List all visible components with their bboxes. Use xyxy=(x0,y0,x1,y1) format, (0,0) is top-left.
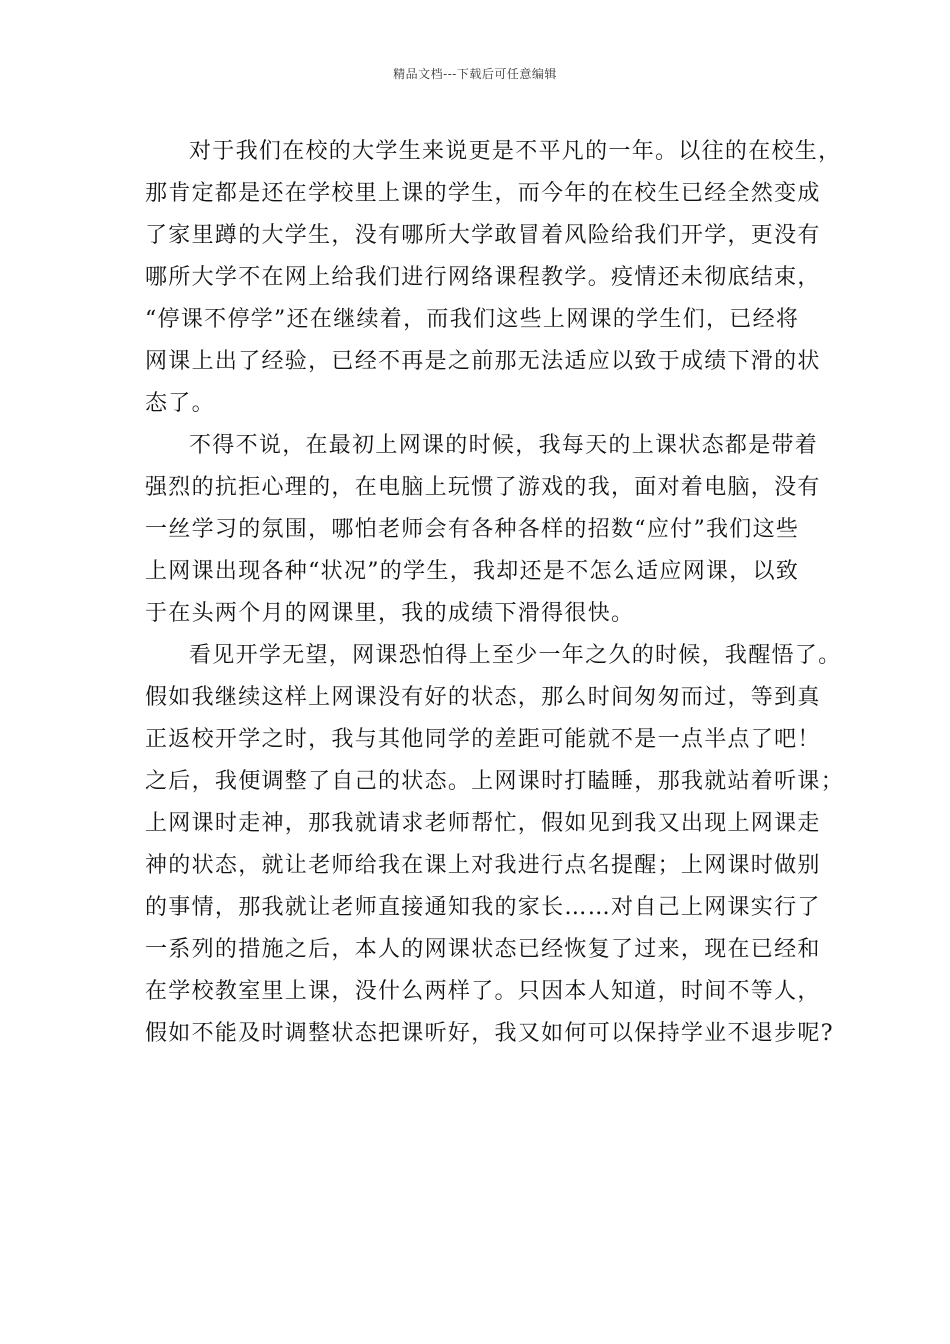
paragraph-line: 态了。 xyxy=(145,391,215,416)
paragraph-line: 之后，我便调整了自己的状态。上网课时打瞌睡，那我就站着听课； xyxy=(145,769,845,794)
paragraph-3 xyxy=(145,635,845,1055)
document-body xyxy=(145,131,845,1055)
paragraph-line: 上网课时走神，那我就请求老师帮忙，假如见到我又出现上网课走 xyxy=(145,811,821,836)
paragraph-1 xyxy=(145,131,842,425)
paragraph-line: 神的状态，就让老师给我在课上对我进行点名提醒；上网课时做别 xyxy=(145,853,821,878)
paragraph-line: 了家里蹲的大学生，没有哪所大学敢冒着风险给我们开学，更没有 xyxy=(145,223,821,248)
paragraph-line: 正返校开学之时，我与其他同学的差距可能就不是一点半点了吧！ xyxy=(145,727,821,752)
paragraph-line: 的事情，那我就让老师直接通知我的家长……对自己上网课实行了 xyxy=(145,895,821,920)
paragraph-line: 一丝学习的氛围，哪怕老师会有各种各样的招数“应付”我们这些 xyxy=(145,517,800,542)
paragraph-line: 在学校教室里上课，没什么两样了。只因本人知道，时间不等人， xyxy=(145,979,821,1004)
paragraph-line: 网课上出了经验，已经不再是之前那无法适应以致于成绩下滑的状 xyxy=(145,349,821,374)
paragraph-line: 那肯定都是还在学校里上课的学生，而今年的在校生已经全然变成 xyxy=(145,181,821,206)
paragraph-line: 假如不能及时调整状态把课听好，我又如何可以保持学业不退步呢? xyxy=(145,1021,834,1046)
paragraph-2 xyxy=(145,425,825,635)
paragraph-line: 不得不说，在最初上网课的时候，我每天的上课状态都是带着 xyxy=(189,433,819,458)
paragraph-line: 对于我们在校的大学生来说更是不平凡的一年。以往的在校生， xyxy=(189,139,842,164)
paragraph-line: 一系列的措施之后，本人的网课状态已经恢复了过来，现在已经和 xyxy=(145,937,821,962)
paragraph-line: 哪所大学不在网上给我们进行网络课程教学。疫情还未彻底结束， xyxy=(145,265,821,290)
paragraph-line: 于在头两个月的网课里，我的成绩下滑得很快。 xyxy=(145,601,635,626)
paragraph-line: 看见开学无望，网课恐怕得上至少一年之久的时候，我醒悟了。 xyxy=(189,643,842,668)
paragraph-line: 假如我继续这样上网课没有好的状态，那么时间匆匆而过，等到真 xyxy=(145,685,821,710)
page-header: 精品文档---下载后可任意编辑 xyxy=(393,67,557,81)
paragraph-line: 强烈的抗拒心理的，在电脑上玩惯了游戏的我，面对着电脑，没有 xyxy=(145,475,821,500)
paragraph-line: “停课不停学”还在继续着，而我们这些上网课的学生们，已经将 xyxy=(145,307,800,332)
paragraph-line: 上网课出现各种“状况”的学生，我却还是不怎么适应网课，以致 xyxy=(145,559,800,584)
